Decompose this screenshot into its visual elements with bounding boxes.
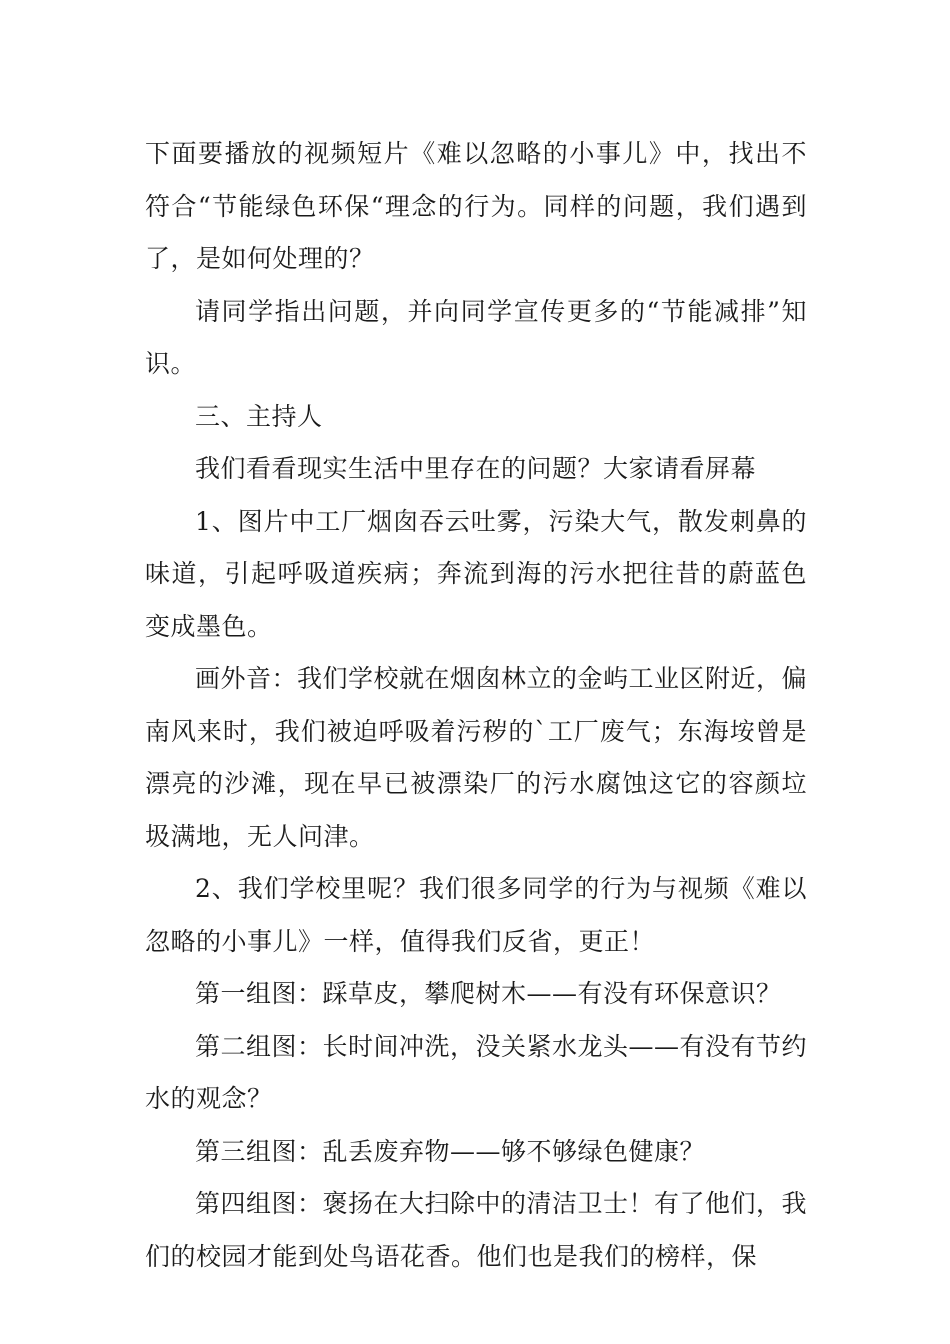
paragraph-group-4: 第四组图：褒扬在大扫除中的清洁卫士！有了他们，我们的校园才能到处鸟语花香。他们也是我们的榜样，保 bbox=[145, 1189, 808, 1271]
document-body bbox=[145, 128, 807, 1283]
paragraph-video-intro: 下面要播放的视频短片《难以忽略的小事儿》中，找出不符合“节能绿色环保“理念的行为。同样的问题，我们遇到了，是如何处理的？ bbox=[145, 139, 807, 273]
paragraph-voiceover: 画外音：我们学校就在烟囱林立的金屿工业区附近，偏南风来时，我们被迫呼吸着污秽的`工厂废气；东海垵曾是漂亮的沙滩，现在早已被漂染厂的污水腐蚀这它的容颜垃圾满地，无人问津。 bbox=[145, 664, 808, 851]
paragraph-group-2: 第二组图：长时间冲洗，没关紧水龙头——有没有节约水的观念？ bbox=[145, 1031, 808, 1113]
paragraph-group-1: 第一组图：踩草皮，攀爬树木——有没有环保意识？ bbox=[195, 979, 782, 1008]
paragraph-group-3: 第三组图：乱丢废弃物——够不够绿色健康？ bbox=[195, 1136, 706, 1166]
section-heading-host: 三、主持人 bbox=[195, 401, 323, 431]
paragraph-item-1-factory: 1、图片中工厂烟囱吞云吐雾，污染大气，散发刺鼻的味道，引起呼吸道疾病；奔流到海的污水把往昔的蔚蓝色变成墨色。 bbox=[145, 506, 807, 641]
paragraph-real-life-problems: 我们看看现实生活中里存在的问题？大家请看屏幕 bbox=[195, 454, 757, 483]
paragraph-item-2-school: 2、我们学校里呢？我们很多同学的行为与视频《难以忽略的小事儿》一样，值得我们反省，更正！ bbox=[145, 874, 807, 956]
paragraph-point-out-problems: 请同学指出问题，并向同学宣传更多的“节能减排”知识。 bbox=[145, 296, 807, 378]
